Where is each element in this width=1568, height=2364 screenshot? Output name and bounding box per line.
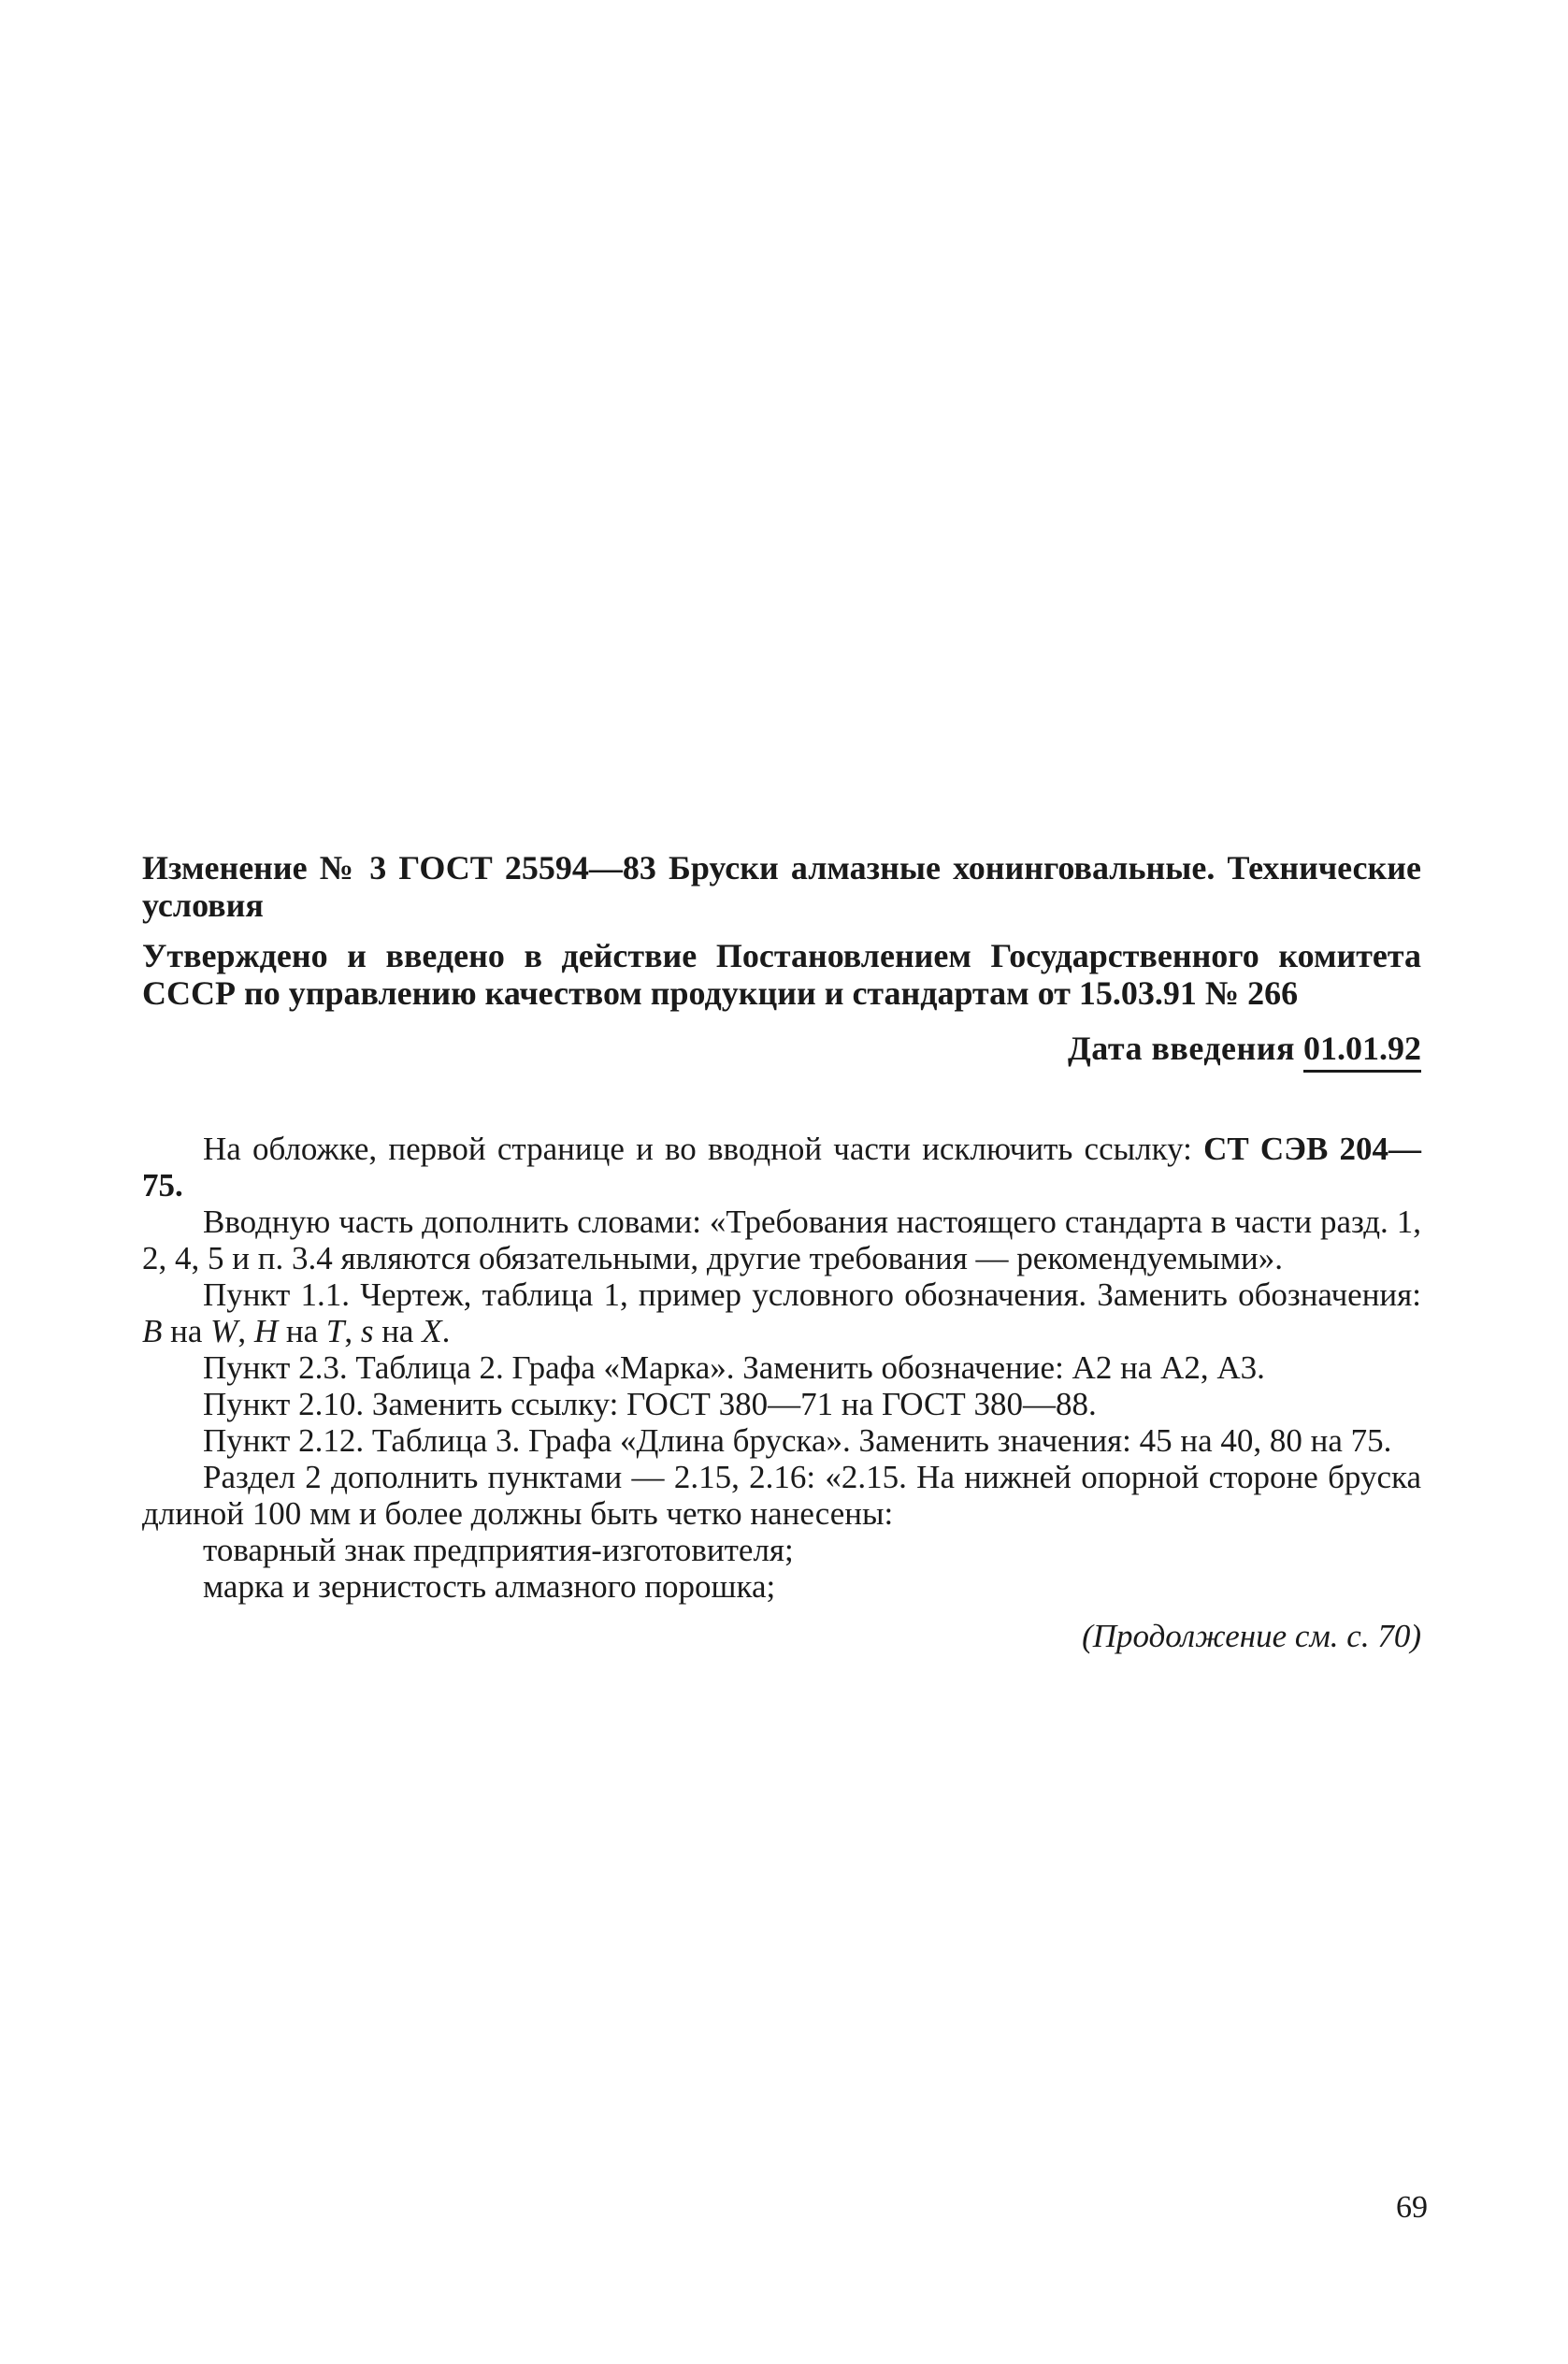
intro-date-label: Дата введения xyxy=(1068,1030,1295,1067)
continuation-note: (Продолжение см. с. 70) xyxy=(1082,1618,1421,1654)
paragraph-section-2-addition: Раздел 2 дополнить пунктами — 2.15, 2.16: «2.15. На нижней опорной стороне бруска длиной 100 мм и более должны быть четко нанесены: xyxy=(142,1459,1421,1532)
paragraph-item-2-10: Пункт 2.10. Заменить ссылку: ГОСТ 380—71 на ГОСТ 380—88. xyxy=(203,1386,1097,1422)
paragraph-cover-reference: На обложке, первой странице и во вводной части исключить ссылку: СТ СЭВ 204—75. xyxy=(142,1131,1421,1204)
document-content xyxy=(142,849,1421,1654)
paragraph-item-2-3: Пункт 2.3. Таблица 2. Графа «Марка». Заменить обозначение: А2 на А2, А3. xyxy=(203,1349,1265,1386)
list-item-trademark: товарный знак предприятия-изготовителя; xyxy=(203,1532,794,1568)
intro-date xyxy=(142,1029,1421,1073)
approval-statement: Утверждено и введено в действие Постановлением Государственного комитета СССР по управлению качеством продукции и стандартам от 15.03.91 № 266 xyxy=(142,937,1421,1012)
cmea-standard-reference: СТ СЭВ 204—75. xyxy=(142,1131,1421,1204)
paragraph-item-1-1: Пункт 1.1. Чертеж, таблица 1, пример условного обозначения. Заменить обозначения: B на W, H на T, s на X. xyxy=(142,1276,1421,1349)
paragraph-intro-addition: Вводную часть дополнить словами: «Требования настоящего стандарта в части разд. 1, 2, 4, 5 и п. 3.4 являются обязательными, другие требования — рекомендуемыми». xyxy=(142,1204,1421,1276)
paragraph-item-2-12: Пункт 2.12. Таблица 3. Графа «Длина бруска». Заменить значения: 45 на 40, 80 на 75. xyxy=(203,1422,1392,1459)
list-item-grade-grit: марка и зернистость алмазного порошка; xyxy=(203,1568,776,1605)
amendment-title: Изменение № 3 ГОСТ 25594—83 Бруски алмазные хонинговальные. Технические условия xyxy=(142,849,1421,924)
page-number: 69 xyxy=(1396,2190,1428,2225)
intro-date-value: 01.01.92 xyxy=(1303,1029,1421,1073)
